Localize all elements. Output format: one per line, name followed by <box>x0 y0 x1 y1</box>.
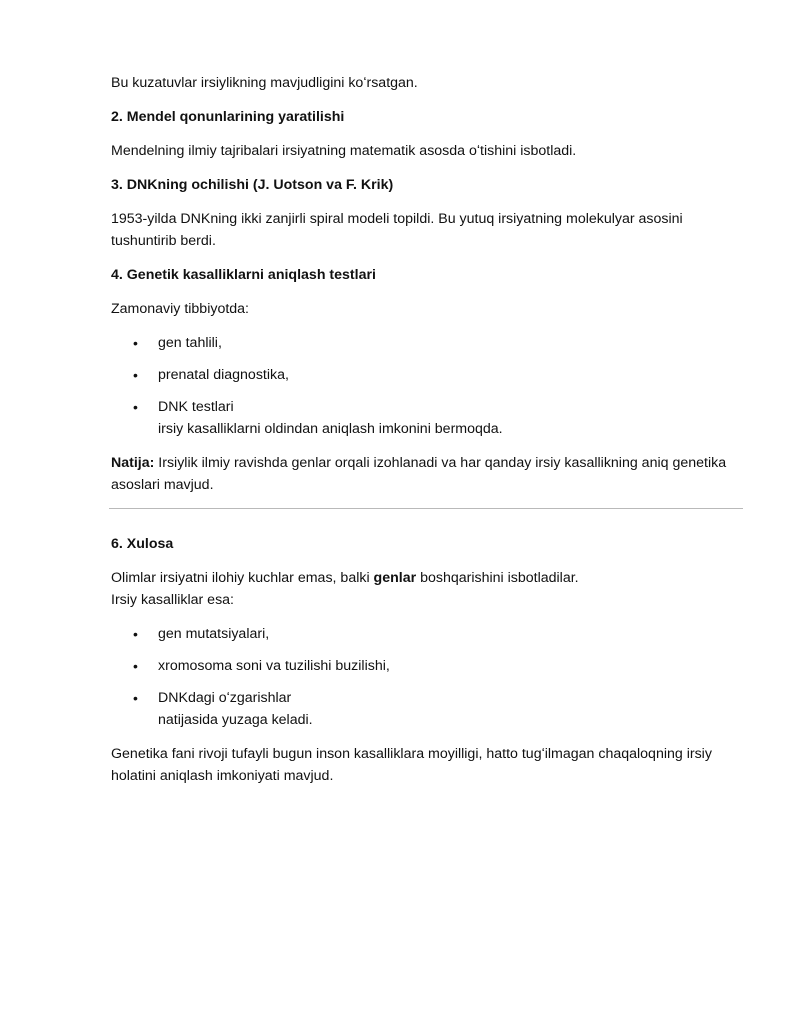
conclusion-text-before: Olimlar irsiyatni ilohiy kuchlar emas, balki <box>111 570 374 586</box>
bullet-icon: • <box>133 658 138 674</box>
bullet-icon: • <box>133 399 138 415</box>
conclusion-line2: Irsiy kasalliklar esa: <box>111 592 234 608</box>
mendel-paragraph: Mendelning ilmiy tajribalari irsiyatning matematik asosda oʻtishini isbotladi. <box>111 143 577 159</box>
dna-paragraph: 1953-yilda DNKning ikki zanjirli spiral modeli topildi. Bu yutuq irsiyatning molekulyar asosini tushuntirib berdi. <box>111 211 683 249</box>
conclusion-text-bold: genlar <box>373 570 417 586</box>
list-item <box>111 332 745 354</box>
tests-heading: 4. Genetik kasalliklarni aniqlash testlari <box>111 267 376 283</box>
list-item-text: prenatal diagnostika, <box>158 367 289 383</box>
result-paragraph <box>111 452 745 496</box>
list-item-continuation: natijasida yuzaga keladi. <box>158 712 313 728</box>
list-item <box>111 364 745 386</box>
list-item-text: DNK testlari <box>158 399 234 415</box>
result-label: Natija: <box>111 455 155 471</box>
list-item <box>111 655 745 677</box>
dna-heading: 3. DNKning ochilishi (J. Uotson va F. Krik) <box>111 177 394 193</box>
tests-list <box>111 332 745 440</box>
conclusion-text-after: boshqarishini isbotladilar. <box>416 570 579 586</box>
tests-intro: Zamonaviy tibbiyotda: <box>111 301 250 317</box>
list-item <box>111 396 745 440</box>
bullet-icon: • <box>133 690 138 706</box>
list-item <box>111 687 745 731</box>
list-item-text: gen mutatsiyalari, <box>158 626 270 642</box>
list-item-text: gen tahlili, <box>158 335 222 351</box>
bullet-icon: • <box>133 626 138 642</box>
final-paragraph: Genetika fani rivoji tufayli bugun inson kasalliklara moyilligi, hatto tugʻilmagan chaqaloqning irsiy holatini aniqlash imkoniyati mavjud. <box>111 746 712 784</box>
document-content <box>111 72 745 799</box>
bullet-icon: • <box>133 335 138 351</box>
result-text: Irsiylik ilmiy ravishda genlar orqali izohlanadi va har qanday irsiy kasallikning aniq genetika asoslari mavjud. <box>111 455 727 493</box>
conclusion-paragraph <box>111 567 745 611</box>
list-item-text: DNKdagi oʻzgarishlar <box>158 690 292 706</box>
conclusion-list <box>111 623 745 731</box>
conclusion-heading: 6. Xulosa <box>111 536 174 552</box>
list-item-continuation: irsiy kasalliklarni oldindan aniqlash imkonini bermoqda. <box>158 421 503 437</box>
mendel-heading: 2. Mendel qonunlarining yaratilishi <box>111 109 345 125</box>
list-item-text: xromosoma soni va tuzilishi buzilishi, <box>158 658 390 674</box>
list-item <box>111 623 745 645</box>
intro-paragraph: Bu kuzatuvlar irsiylikning mavjudligini koʻrsatgan. <box>111 75 418 91</box>
horizontal-divider <box>109 508 743 509</box>
bullet-icon: • <box>133 367 138 383</box>
